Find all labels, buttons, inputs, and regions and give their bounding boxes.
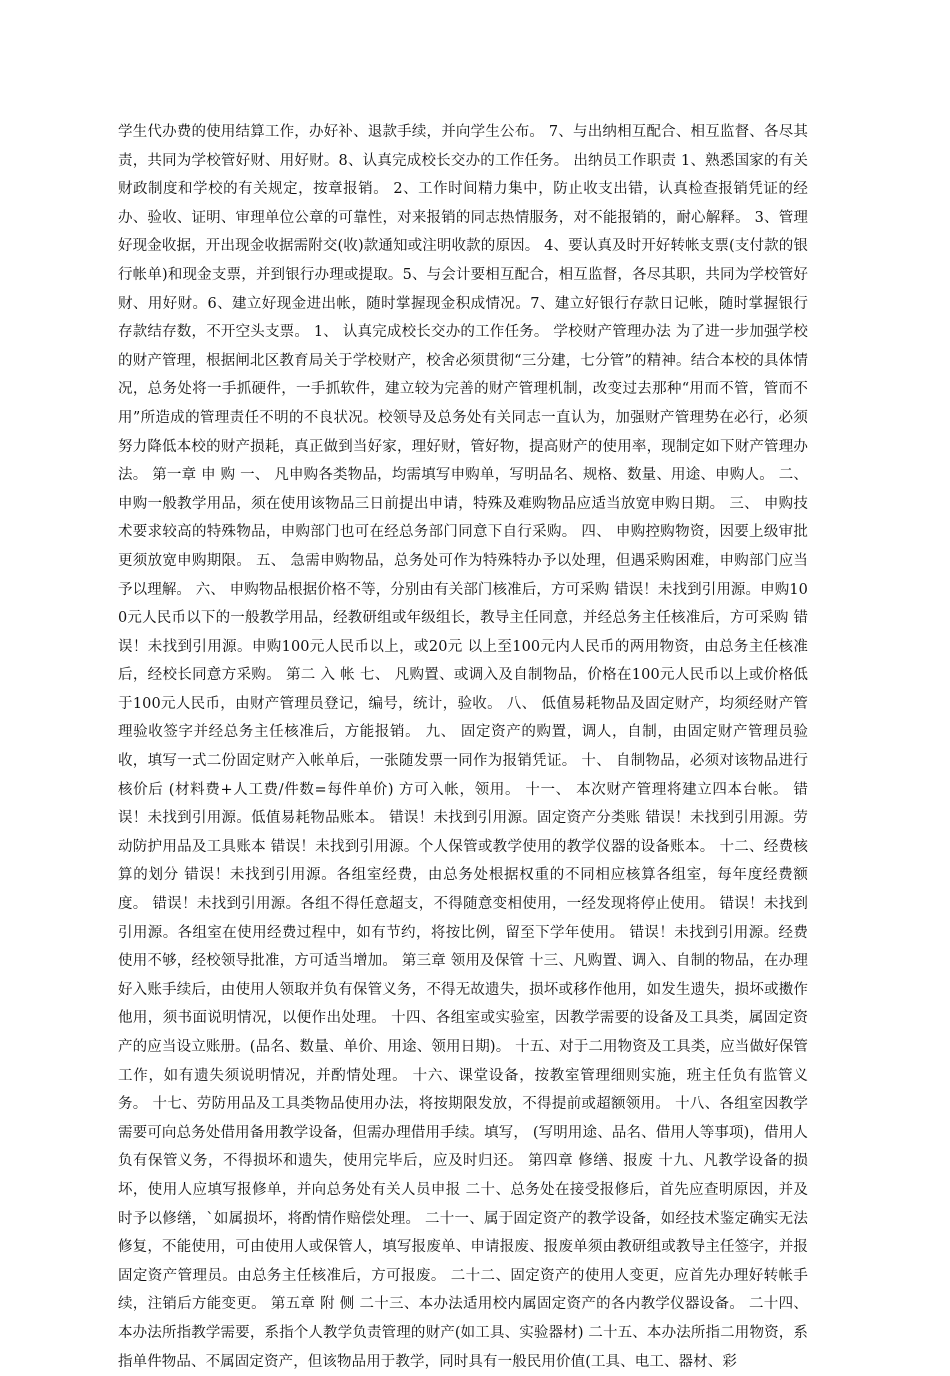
document-page — [118, 118, 808, 1376]
document-body-text: 学生代办费的使用结算工作，办好补、退款手续，并向学生公布。 7、与出纳相互配合、相互监督、各尽其责，共同为学校管好财、用好财。8、认真完成校长交办的工作任务。 出纳员工作职责 1、熟悉国家的有关财政制度和学校的有关规定，按章报销。 2、工作时间精力集中，防止收支出错，认真检查报销凭证的经办、验收、证明、审理单位公章的可靠性，对来报销的同志热情服务，对不能报销的，耐心解释。 3、管理好现金收据，开出现金收据需附交(收)款通知或注明收款的原因。 4、要认真及时开好转帐支票(支付款的银行帐单)和现金支票，并到银行办理或提取。5、与会计要相互配合，相互监督，各尽其职，共同为学校管好财、用好财。6、建立好现金进出帐，随时掌握现金积成情况。7、建立好银行存款日记帐，随时掌握银行存款结存数，不开空头支票。 1、 认真完成校长交办的工作任务。 学校财产管理办法 为了进一步加强学校的财产管理，根据闸北区教育局关于学校财产，校舍必须贯彻“三分建，七分管”的精神。结合本校的具体情况，总务处将一手抓硬件，一手抓软件，建立较为完善的财产管理机制，改变过去那种“用而不管，管而不用”所造成的管理责任不明的不良状况。校领导及总务处有关同志一直认为，加强财产管理势在必行，必须努力降低本校的财产损耗，真正做到当好家，理好财，管好物，提高财产的使用率，现制定如下财产管理办法。 第一章 申 购 一、 凡申购各类物品，均需填写申购单，写明品名、规格、数量、用途、申购人。 二、 申购一般教学用品，须在使用该物品三日前提出申请，特殊及难购物品应适当放宽申购日期。 三、 申购技术要求较高的特殊物品，申购部门也可在经总务部门同意下自行采购。 四、 申购控购物资，因要上级审批更须放宽申购期限。 五、 急需申购物品，总务处可作为特殊特办予以处理，但遇采购困难，申购部门应当予以理解。 六、 申购物品根据价格不等，分别由有关部门核准后，方可采购 错误！未找到引用源。申购100元人民币以下的一般教学用品，经教研组或年级组长，教导主任同意，并经总务主任核准后，方可采购 错误！未找到引用源。申购100元人民币以上，或20元 以上至100元内人民币的两用物资，由总务主任核准后，经校长同意方采购。 第二 入 帐 七、 凡购置、或调入及自制物品，价格在100元人民币以上或价格低于100元人民币，由财产管理员登记，编号，统计，验收。 八、 低值易耗物品及固定财产，均须经财产管理验收签字并经总务主任核准后，方能报销。 九、 固定资产的购置，调人，自制，由固定财产管理员验收，填写一式二份固定财产入帐单后，一张随发票一同作为报销凭证。 十、 自制物品，必须对该物品进行核价后 (材料费+人工费/件数=每件单价) 方可入帐，领用。 十一、 本次财产管理将建立四本台帐。 错误！未找到引用源。低值易耗物品账本。 错误！未找到引用源。固定资产分类账 错误！未找到引用源。劳动防护用品及工具账本 错误！未找到引用源。个人保管或教学使用的教学仪器的设备账本。 十二、经费核算的划分 错误！未找到引用源。各组室经费，由总务处根据权重的不同相应核算各组室，每年度经费额度。 错误！未找到引用源。各组不得任意超支，不得随意变相使用，一经发现将停止使用。 错误！未找到引用源。各组室在使用经费过程中，如有节约，将按比例，留至下学年使用。 错误！未找到引用源。经费使用不够，经校领导批准，方可适当增加。 第三章 领用及保管 十三、凡购置、调入、自制的物品，在办理好入账手续后，由使用人领取并负有保管义务，不得无故遗失，损坏或移作他用，如发生遗失，损坏或擞作他用，须书面说明情况，以便作出处理。 十四、各组室或实验室，因教学需要的设备及工具类，属固定资产的应当设立账册。(品名、数量、单价、用途、领用日期)。 十五、对于二用物资及工具类，应当做好保管工作，如有遗失须说明情况，并酌情处理。 十六、课堂设备，按教室管理细则实施，班主任负有监管义务。 十七、劳防用品及工具类物品使用办法，将按期限发放，不得提前或超额领用。 十八、各组室因教学需要可向总务处借用备用教学设备，但需办理借用手续。填写， (写明用途、品名、借用人等事项)，借用人负有保管义务，不得损坏和遗失，使用完毕后，应及时归还。 第四章 修缮、报废 十九、凡教学设备的损坏，使用人应填写报修单，并向总务处有关人员申报 二十、总务处在接受报修后，首先应查明原因，并及时予以修缮，`如属损坏，将酌情作赔偿处理。 二十一、属于固定资产的教学设备，如经技术鉴定确实无法修复，不能使用，可由使用人或保管人，填写报废单、申请报废、报废单须由教研组或教导主任签字，并报固定资产管理员。由总务主任核准后，方可报废。 二十二、固定资产的使用人变更，应首先办理好转帐手续，注销后方能变更。 第五章 附 侧 二十三、本办法适用校内属固定资产的各内教学仪器设备。 二十四、本办法所指教学需要，系指个人教学负责管理的财产(如工具、实验器材) 二十五、本办法所指二用物资，系指单件物品、不属固定资产，但该物品用于教学，同时具有一般民用价值(工具、电工、器材、彩 — [118, 124, 808, 1370]
